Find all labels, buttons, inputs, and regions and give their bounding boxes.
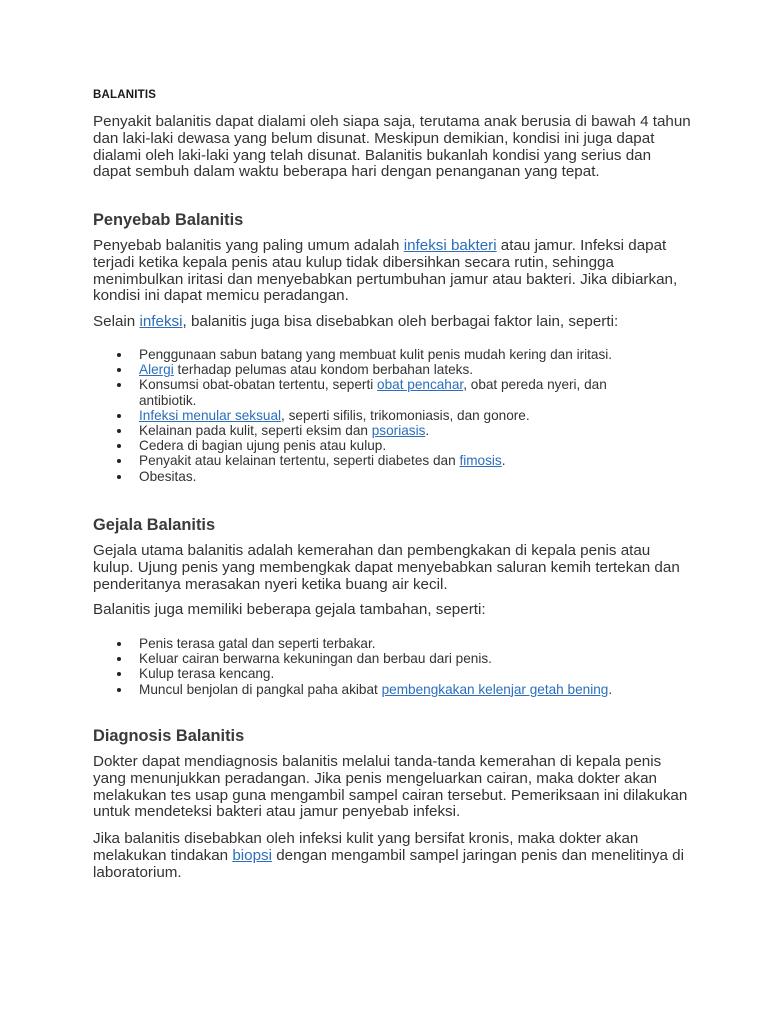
text-segment: Selain [93,313,140,330]
text-segment: Penyakit atau kelainan tertentu, seperti diabetes dan [139,453,460,469]
link-psoriasis[interactable]: psoriasis [371,423,426,439]
diagnosis-paragraph-2 [93,831,693,881]
list-item [139,666,659,681]
text-segment: , balanitis juga bisa disebabkan oleh berbagai faktor lain, seperti: [182,313,619,330]
gejala-paragraph-1: Gejala utama balanitis adalah kemerahan dan pembengkakan di kepala penis atau kulup. Ujung penis yang membengkak dapat menyebabkan saluran kemih tertekan dan penderitanya merasakan nyeri ketika buang air kecil. [93,542,680,593]
text-segment: . [501,453,506,469]
list-item [139,636,659,651]
link-obat-pencahar[interactable]: obat pencahar [377,377,464,393]
section-heading-penyebab: Penyebab Balanitis [93,211,244,229]
list-item [139,453,659,468]
text-segment: Keluar cairan berwarna kekuningan dan berbau dari penis. [139,651,492,667]
link-infeksi-bakteri[interactable]: infeksi bakteri [403,237,497,254]
section-heading-gejala: Gejala Balanitis [93,516,216,534]
list-item [139,438,659,453]
text-segment: dengan mengambil sampel jaringan penis dan menelitinya di laboratorium. [93,846,685,881]
link-biopsi[interactable]: biopsi [232,846,272,864]
link-pembengkakan-kelenjar-getah-bening[interactable]: pembengkakan kelenjar getah bening [381,681,609,697]
gejala-list [139,636,659,697]
diagnosis-paragraph-1: Dokter dapat mendiagnosis balanitis melalui tanda-tanda kemerahan di kepala penis yang menunjukkan peradangan. Jika penis mengeluarkan cairan, maka dokter akan melakukan tes usap guna mengambil sampel cairan tersebut. Pemeriksaan ini dilakukan untuk mendeteksi bakteri atau jamur penyebab infeksi. [93,753,688,821]
list-item [139,377,659,407]
penyebab-list [139,347,659,484]
penyebab-paragraph-1 [93,238,693,305]
text-segment: Jika balanitis disebabkan oleh infeksi kulit yang bersifat kronis, maka dokter akan melakukan tindakan [93,830,639,864]
document-title: BALANITIS [93,89,157,101]
text-segment: Penis terasa gatal dan seperti terbakar. [139,636,376,651]
text-segment: Kelainan pada kulit, seperti eksim dan [139,423,372,439]
list-item [139,469,659,484]
link-fimosis[interactable]: fimosis [459,453,502,469]
list-item [139,682,659,697]
link-alergi[interactable]: Alergi [139,362,174,378]
text-segment: Penyebab balanitis yang paling umum adalah [93,237,404,254]
text-segment: Muncul benjolan di pangkal paha akibat [139,681,382,697]
text-segment: . [608,681,613,697]
link-infeksi-menular-seksual[interactable]: Infeksi menular seksual [139,407,282,423]
list-item [139,408,659,423]
text-segment: Kulup terasa kencang. [139,666,275,682]
gejala-paragraph-2: Balanitis juga memiliki beberapa gejala tambahan, seperti: [93,601,486,618]
text-segment: atau jamur. Infeksi dapat terjadi ketika kepala penis atau kulup tidak dibersihkan secara rutin, sehingga menimbulkan iritasi dan menyebabkan pertumbuhan jamur atau bakteri. Jika dibiarkan, kondisi ini dapat memicu peradangan. [93,237,678,305]
section-heading-diagnosis: Diagnosis Balanitis [93,727,245,745]
list-item [139,651,659,666]
penyebab-paragraph-2 [93,314,693,331]
text-segment: Cedera di bagian ujung penis atau kulup. [139,438,387,454]
text-segment: terhadap pelumas atau kondom berbahan lateks. [173,362,474,378]
list-item [139,362,659,377]
text-segment: . [425,423,430,439]
text-segment: Obesitas. [139,468,197,484]
text-segment: Konsumsi obat-obatan tertentu, seperti [139,377,378,393]
text-segment: , obat pereda nyeri, dan antibiotik. [139,377,607,408]
intro-paragraph: Penyakit balanitis dapat dialami oleh siapa saja, terutama anak berusia di bawah 4 tahun dan laki-laki dewasa yang belum disunat. Meskipun demikian, kondisi ini juga dapat dialami oleh laki-laki yang telah disunat. Balanitis bukanlah kondisi yang serius dan dapat sembuh dalam waktu beberapa hari dengan penanganan yang tepat. [93,113,691,181]
link-infeksi[interactable]: infeksi [139,313,183,330]
text-segment: Penggunaan sabun batang yang membuat kulit penis mudah kering dan iritasi. [139,347,613,362]
text-segment: , seperti sifilis, trikomoniasis, dan gonore. [281,407,530,423]
list-item [139,423,659,438]
list-item [139,347,659,362]
